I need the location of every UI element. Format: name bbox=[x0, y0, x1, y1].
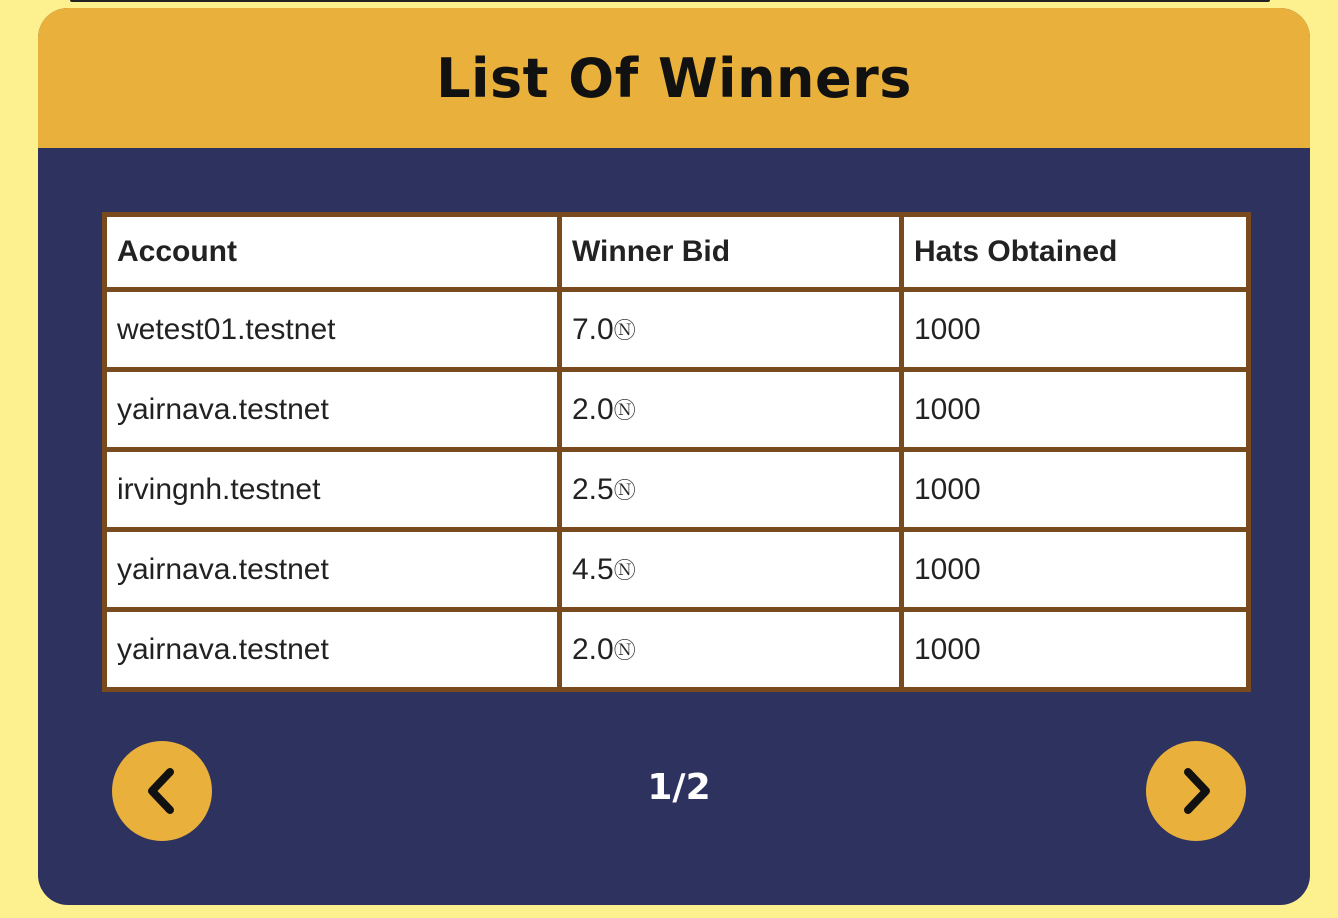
bid-value: 2.0 bbox=[572, 392, 614, 426]
bid-value: 2.0 bbox=[572, 632, 614, 666]
account-cell: irvingnh.testnet bbox=[105, 450, 560, 530]
bid-value: 4.5 bbox=[572, 552, 614, 586]
winner-bid-cell bbox=[560, 450, 902, 530]
winners-table-container bbox=[102, 212, 1246, 692]
near-icon: Ⓝ bbox=[613, 557, 636, 583]
winners-card bbox=[38, 8, 1310, 905]
winner-bid-cell bbox=[560, 370, 902, 450]
table-header-row bbox=[105, 215, 1249, 290]
top-edge-decoration bbox=[70, 0, 1270, 2]
near-icon: Ⓝ bbox=[613, 637, 636, 663]
page-title: List Of Winners bbox=[436, 46, 912, 110]
chevron-right-icon bbox=[1176, 766, 1216, 816]
column-header-hats-obtained: Hats Obtained bbox=[902, 215, 1249, 290]
table-row bbox=[105, 370, 1249, 450]
table-row bbox=[105, 290, 1249, 370]
pagination bbox=[112, 741, 1246, 841]
account-cell: wetest01.testnet bbox=[105, 290, 560, 370]
hats-obtained-cell: 1000 bbox=[902, 530, 1249, 610]
bid-value: 7.0 bbox=[572, 312, 614, 346]
winner-bid-cell bbox=[560, 530, 902, 610]
winner-bid-cell bbox=[560, 610, 902, 690]
hats-obtained-cell: 1000 bbox=[902, 290, 1249, 370]
table-row bbox=[105, 530, 1249, 610]
account-cell: yairnava.testnet bbox=[105, 370, 560, 450]
column-header-account: Account bbox=[105, 215, 560, 290]
near-icon: Ⓝ bbox=[613, 477, 636, 503]
hats-obtained-cell: 1000 bbox=[902, 370, 1249, 450]
table-row bbox=[105, 450, 1249, 530]
account-cell: yairnava.testnet bbox=[105, 530, 560, 610]
card-header bbox=[38, 8, 1310, 148]
hats-obtained-cell: 1000 bbox=[902, 610, 1249, 690]
table-row bbox=[105, 610, 1249, 690]
bid-value: 2.5 bbox=[572, 472, 614, 506]
near-icon: Ⓝ bbox=[613, 397, 636, 423]
winners-table bbox=[102, 212, 1251, 692]
next-page-button[interactable] bbox=[1146, 741, 1246, 841]
hats-obtained-cell: 1000 bbox=[902, 450, 1249, 530]
page-indicator: 1/2 bbox=[647, 767, 711, 808]
winner-bid-cell bbox=[560, 290, 902, 370]
account-cell: yairnava.testnet bbox=[105, 610, 560, 690]
near-icon: Ⓝ bbox=[613, 317, 636, 343]
column-header-winner-bid: Winner Bid bbox=[560, 215, 902, 290]
